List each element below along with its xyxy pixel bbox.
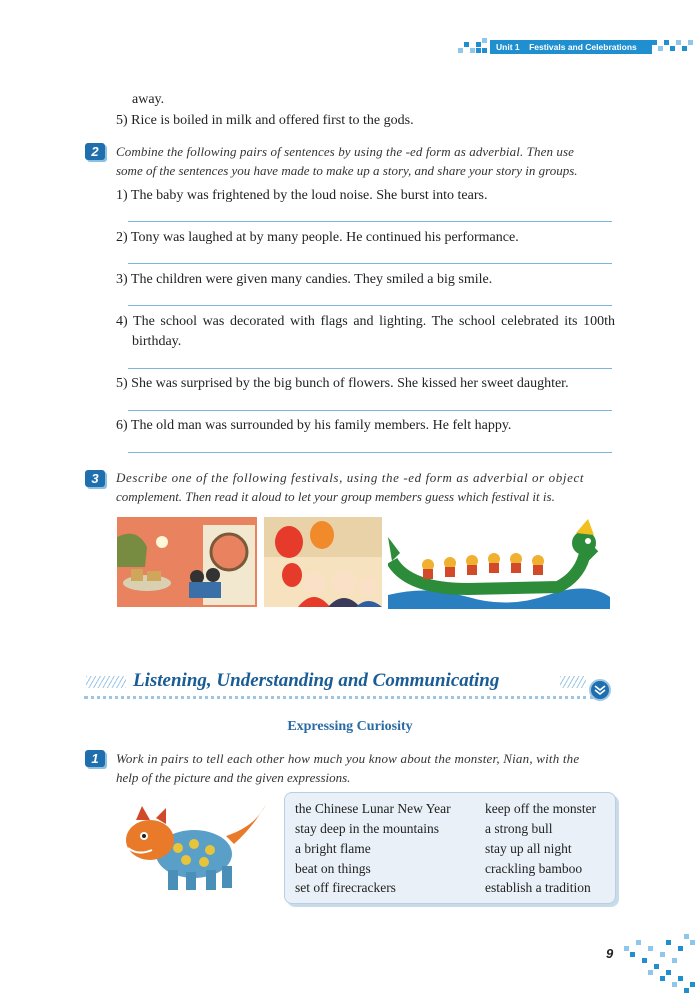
section-title: Listening, Understanding and Communicating	[133, 670, 500, 691]
unit-title: Festivals and Celebrations	[529, 42, 637, 52]
exercise-2-item: 2) Tony was laughed at by many people. He continued his performance.	[116, 230, 519, 245]
section-hatch-right	[560, 676, 586, 688]
exercise-2-item: 4) The school was decorated with flags and lighting. The school celebrated its 100th	[116, 314, 615, 329]
section-hatch-left	[86, 676, 126, 688]
expression-item: set off firecrackers	[295, 880, 396, 895]
exercise-2-item: 6) The old man was surrounded by his family members. He felt happy.	[116, 418, 512, 433]
exercise1-item5: 5) Rice is boiled in milk and offered first to the gods.	[116, 113, 414, 128]
expression-item: a strong bull	[485, 821, 553, 836]
exercise-2-item-continued: birthday.	[132, 334, 182, 349]
continued-text: away.	[132, 92, 165, 107]
exercise-3-badge: 3	[85, 470, 105, 487]
section-subtitle: Expressing Curiosity	[287, 719, 413, 734]
expression-item: stay deep in the mountains	[295, 821, 439, 836]
answer-line[interactable]	[128, 410, 612, 411]
expression-item: establish a tradition	[485, 880, 591, 895]
page-number: 9	[606, 946, 614, 961]
exercise-2-item: 1) The baby was frightened by the loud noise. She burst into tears.	[116, 188, 488, 203]
footer-decoration	[620, 930, 700, 996]
expression-item: keep off the monster	[485, 801, 597, 816]
exercise-2-item: 3) The children were given many candies. They smiled a big smile.	[116, 272, 493, 287]
mid-autumn-festival-image	[117, 517, 257, 607]
exercise-3-instructions: Describe one of the following festivals, using the -ed form as adverbial or object complement. Then read it aloud to let your group members guess which festival it is.	[116, 470, 585, 504]
exercise-2-instructions: Combine the following pairs of sentences by using the -ed form as adverbial. Then use some of the sentences you have made to make up a story, and share your story in groups.	[116, 144, 578, 178]
answer-line[interactable]	[128, 221, 612, 222]
lantern-festival-image	[264, 517, 382, 607]
expressions-box	[284, 792, 616, 904]
dragon-boat-festival-image	[388, 517, 610, 609]
unit-label: Unit 1	[496, 42, 520, 52]
answer-line[interactable]	[128, 263, 612, 264]
expression-item: crackling bamboo	[485, 861, 583, 876]
expression-item: the Chinese Lunar New Year	[295, 801, 451, 816]
answer-line[interactable]	[128, 452, 612, 453]
section-divider	[84, 696, 594, 699]
exercise-2-item: 5) She was surprised by the big bunch of flowers. She kissed her sweet daughter.	[116, 376, 569, 391]
exercise-1-instructions: Work in pairs to tell each other how much you know about the monster, Nian, with the help of the picture and the given expressions.	[116, 751, 580, 785]
exercise-2-badge: 2	[85, 143, 105, 160]
answer-line[interactable]	[128, 305, 612, 306]
nian-monster-image	[116, 796, 272, 896]
answer-line[interactable]	[128, 368, 612, 369]
unit-header	[490, 40, 652, 54]
expression-item: beat on things	[295, 861, 371, 876]
exercise-1-badge: 1	[85, 750, 105, 767]
expression-item: stay up all night	[485, 841, 572, 856]
expression-item: a bright flame	[295, 841, 371, 856]
